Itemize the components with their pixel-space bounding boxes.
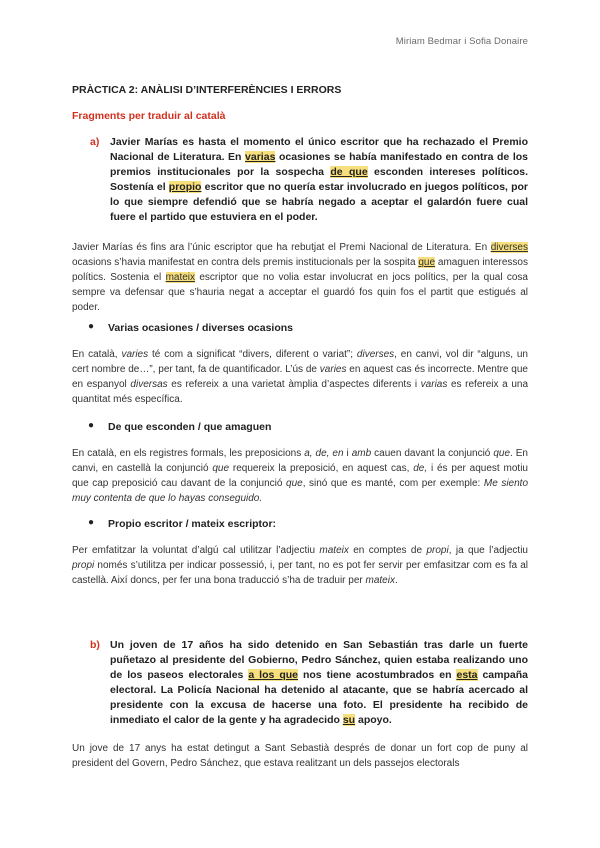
translation-b: Un jove de 17 anys ha estat detingut a Sant Sebastià després de donar un fort cop de puny al president del Govern, Pedro Sánchez, que estava realitzant un dels passejos electorals [72, 743, 528, 769]
explanation-propio: Per emfatitzar la voluntat d’algú cal utilitzar l’adjectiu mateix en comptes de propi, ja que l’adjectiu propi només s’utilitza per indicar possessió, i, per tant, no es pot fer servir per emfasitzar com es fa al castellà. Així doncs, per fer una bona traducció s’ha de traduir per mateix. [72, 545, 528, 586]
source-fragment-b [90, 638, 528, 728]
explanation-varias: En català, varies té com a significat “divers, diferent o variat”; diverses, en canvi, vol dir “alguns, un cert nombre de…”, per tant, fa de quantificador. L’ús de varies en aquest cas és incorrecte. Mentre que en espanyol diversas es refereix a una varietat àmplia d’aspectes diferents i varias es refereix a una quantitat més específica. [72, 349, 528, 405]
source-fragment-a [90, 135, 528, 225]
fragment-marker-a: a) [90, 136, 100, 148]
bullet-dot-icon: ● [88, 420, 95, 431]
bullet-dot-icon: ● [88, 517, 95, 528]
translation-a: Javier Marías és fins ara l’únic escriptor que ha rebutjat el Premi Nacional de Literatura. En diverses ocasions s’havia manifestat en contra dels premis institucionals per la sospita que amaguen interessos polítics. Sostenia el mateix escriptor que no volia estar involucrat en jocs polítics, per la qual cosa sempre va defensar que s’hauria negat a acceptar el guardó fos quin fos el partit que estigués al poder. [72, 242, 528, 313]
bullet-dot-icon: ● [88, 321, 95, 332]
source-text-a: Javier Marías es hasta el momento el único escritor que ha rechazado el Premio Nacional de Literatura. En varias ocasiones se había manifestado en contra de los premios institucionales por la sospecha de que esconden intereses políticos. Sostenía el propio escritor que no quería estar involucrado en juegos políticos, por lo que siempre defendió que se habría negado a aceptar el galardón fuere cual fuere el partido que estuviera en el poder. [110, 136, 529, 223]
source-text-b: Un joven de 17 años ha sido detenido en San Sebastián tras darle un fuerte puñetazo al presidente del Gobierno, Pedro Sánchez, quien estaba realizando uno de los paseos electorales a los que nos tiene acostumbrados en esta campaña electoral. La Policía Nacional ha detenido al atacante, que se habría acercado al presidente con la excusa de hacerse una foto. El presidente ha recibido de inmediato el calor de la gente y ha agradecido su apoyo. [110, 639, 528, 726]
header-authors: Miriam Bedmar i Sofia Donaire [395, 36, 528, 47]
page-title: PRÀCTICA 2: ANÀLISI D’INTERFERÈNCIES I ERRORS [72, 84, 342, 96]
bullet-propio-escritor: ● Propio escritor / mateix escriptor: [88, 517, 277, 530]
highlight-que: que [418, 257, 436, 268]
explanation-de-que: En català, en els registres formals, les preposicions a, de, en i amb cauen davant la conjunció que. En canvi, en castellà la conjunció que requereix la preposició, en aquest cas, de, i és per aquest motiu que cap preposició cau davant de la conjunció que, sinó que es manté, com per exemple: Me siento muy contenta de que lo hayas conseguido. [72, 448, 529, 504]
highlight-diverses: diverses [490, 242, 528, 253]
highlight-varias: varias [245, 151, 276, 163]
highlight-mateix: mateix [165, 272, 196, 283]
highlight-de-que: de que [330, 166, 368, 178]
bullet-varias-ocasiones: ● Varias ocasiones / diverses ocasions [88, 321, 294, 334]
highlight-propio: propio [168, 181, 202, 193]
fragment-marker-b: b) [90, 639, 100, 651]
section-title: Fragments per traduir al català [72, 110, 226, 122]
bullet-de-que-esconden: ● De que esconden / que amaguen [88, 420, 272, 433]
highlight-su: su [342, 714, 356, 726]
highlight-esta: esta [456, 669, 478, 681]
highlight-a-los-que: a los que [248, 669, 298, 681]
